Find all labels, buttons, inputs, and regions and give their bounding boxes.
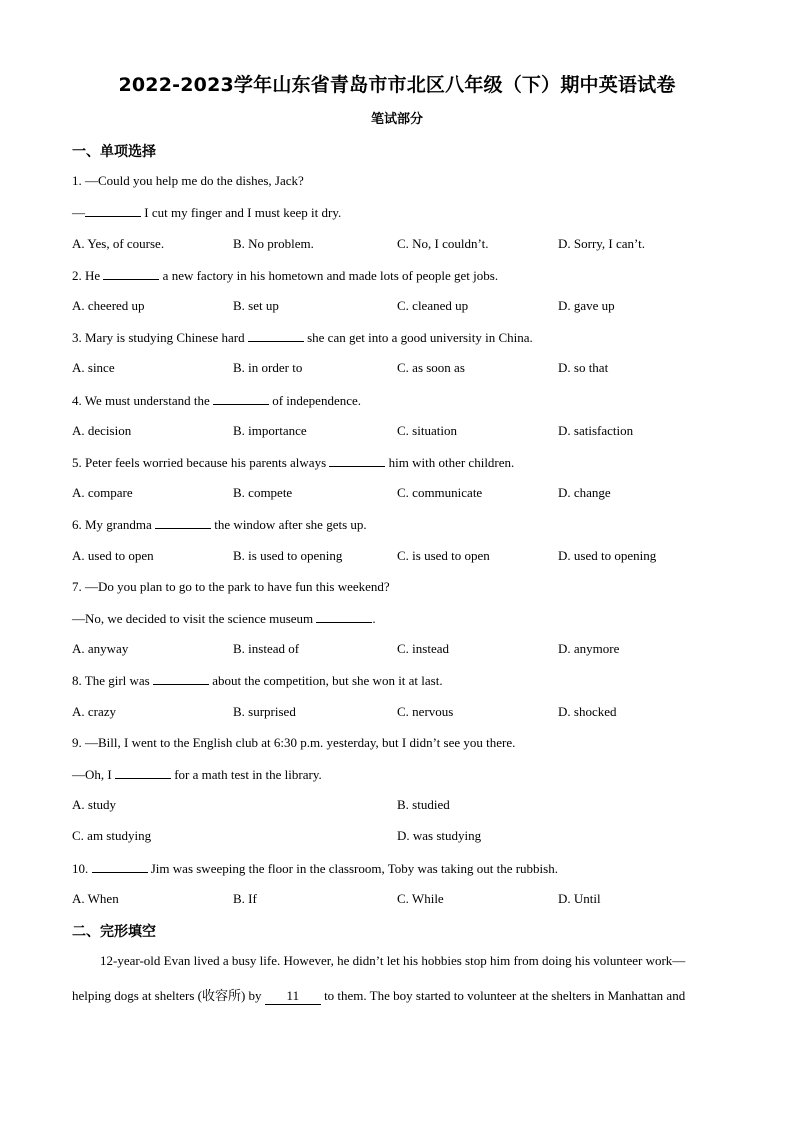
option-b: B. No problem. <box>233 236 314 251</box>
option-a: A. When <box>72 891 119 906</box>
option-a: A. used to open <box>72 548 154 563</box>
option-c: C. situation <box>397 423 457 438</box>
option-a: A. compare <box>72 485 133 500</box>
question-7-line-2: —No, we decided to visit the science museum . <box>72 611 376 626</box>
answer-blank <box>115 766 171 779</box>
option-d: D. was studying <box>397 828 482 843</box>
option-b: B. importance <box>233 423 307 438</box>
option-a: A. study <box>72 797 117 812</box>
exam-subtitle: 笔试部分 <box>370 112 423 127</box>
question-1-line-2: — I cut my finger and I must keep it dry. <box>72 205 342 220</box>
option-b: B. in order to <box>233 360 303 375</box>
option-d: D. satisfaction <box>558 423 634 438</box>
option-b: B. surprised <box>233 704 296 719</box>
answer-blank <box>85 204 141 217</box>
option-b: B. compete <box>233 485 293 500</box>
option-a: A. anyway <box>72 641 129 656</box>
option-d: D. Sorry, I can’t. <box>558 236 646 251</box>
answer-blank <box>155 516 211 529</box>
answer-blank <box>103 267 159 280</box>
option-c: C. is used to open <box>397 548 490 563</box>
option-d: D. shocked <box>558 704 617 719</box>
exam-title: 2022-2023学年山东省青岛市市北区八年级（下）期中英语试卷 <box>118 74 676 96</box>
answer-blank <box>153 672 209 685</box>
option-a: A. since <box>72 360 115 375</box>
question-8: 8. The girl was about the competition, but she won it at last. <box>72 673 443 688</box>
question-7-line-1: 7. —Do you plan to go to the park to have fun this weekend? <box>72 579 390 594</box>
option-b: B. If <box>233 891 257 906</box>
answer-blank <box>316 610 372 623</box>
option-c: C. communicate <box>397 485 483 500</box>
question-9-line-1: 9. —Bill, I went to the English club at 6:30 p.m. yesterday, but I didn’t see you there. <box>72 735 516 750</box>
cloze-paragraph-line-2: helping dogs at shelters (收容所) by 11 to them. The boy started to volunteer at the shelters in Manhattan and <box>72 988 686 1003</box>
option-a: A. crazy <box>72 704 117 719</box>
option-c: C. While <box>397 891 444 906</box>
option-a: A. cheered up <box>72 298 145 313</box>
option-b: B. instead of <box>233 641 300 656</box>
question-4: 4. We must understand the of independence. <box>72 393 362 408</box>
question-10: 10. Jim was sweeping the floor in the classroom, Toby was taking out the rubbish. <box>72 861 558 876</box>
option-a: A. decision <box>72 423 132 438</box>
question-5: 5. Peter feels worried because his parents always him with other children. <box>72 455 515 470</box>
section-heading-multiple-choice: 一、单项选择 <box>72 144 156 160</box>
option-b: B. studied <box>397 797 450 812</box>
option-a: A. Yes, of course. <box>72 236 165 251</box>
option-d: D. Until <box>558 891 601 906</box>
option-b: B. is used to opening <box>233 548 343 563</box>
answer-blank <box>92 860 148 873</box>
option-c: C. instead <box>397 641 449 656</box>
answer-blank <box>248 329 304 342</box>
option-b: B. set up <box>233 298 279 313</box>
question-2: 2. He a new factory in his hometown and made lots of people get jobs. <box>72 268 499 283</box>
option-c: C. No, I couldn’t. <box>397 236 489 251</box>
option-c: C. as soon as <box>397 360 465 375</box>
section-heading-cloze: 二、完形填空 <box>72 924 156 940</box>
question-9-line-2: —Oh, I for a math test in the library. <box>72 767 322 782</box>
answer-blank <box>213 392 269 405</box>
option-c: C. cleaned up <box>397 298 469 313</box>
question-1-line-1: 1. —Could you help me do the dishes, Jack? <box>72 173 304 188</box>
option-d: D. gave up <box>558 298 615 313</box>
answer-blank <box>329 454 385 467</box>
cloze-paragraph-line-1: 12-year-old Evan lived a busy life. However, he didn’t let his hobbies stop him from doing his volunteer work— <box>100 953 686 968</box>
option-d: D. anymore <box>558 641 620 656</box>
option-d: D. so that <box>558 360 609 375</box>
option-d: D. used to opening <box>558 548 657 563</box>
cloze-blank-11: 11 <box>265 988 321 1005</box>
question-6: 6. My grandma the window after she gets up. <box>72 517 367 532</box>
option-c: C. am studying <box>72 828 152 843</box>
option-c: C. nervous <box>397 704 454 719</box>
question-3: 3. Mary is studying Chinese hard she can get into a good university in China. <box>72 330 533 345</box>
option-d: D. change <box>558 485 611 500</box>
